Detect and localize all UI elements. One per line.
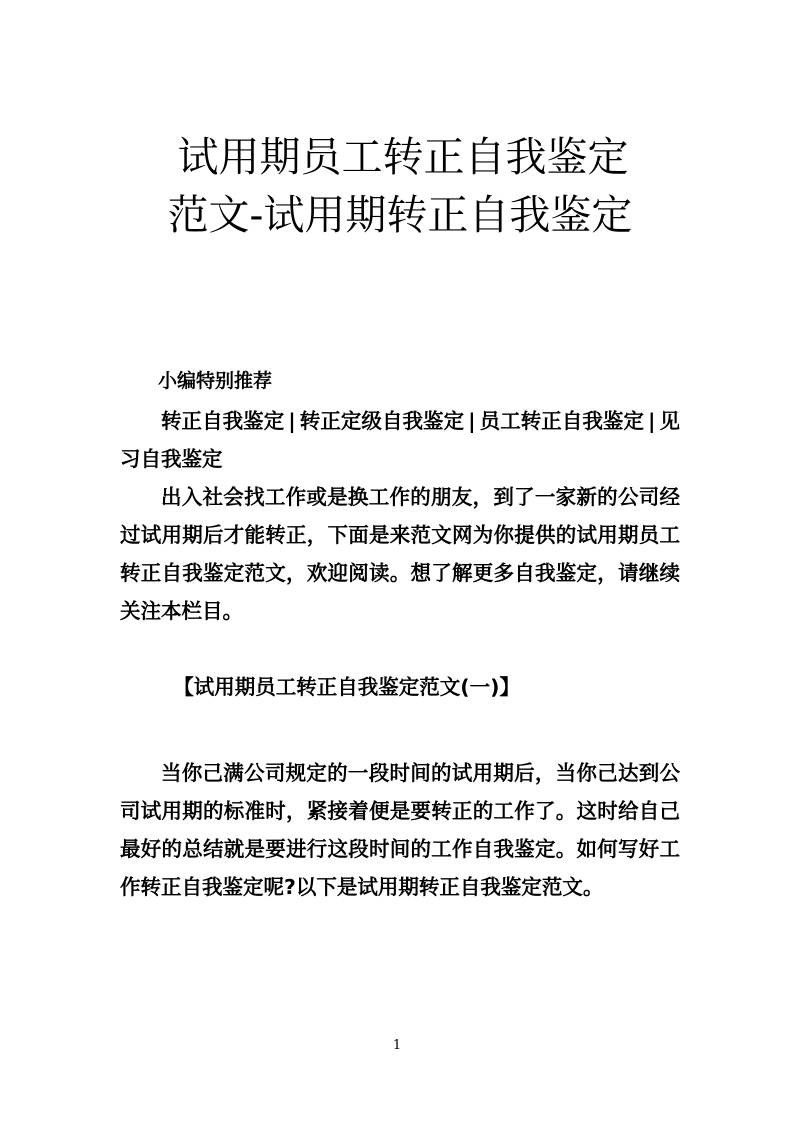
section-heading: 【试用期员工转正自我鉴定范文(一)】 bbox=[173, 675, 521, 699]
spacer bbox=[120, 630, 680, 668]
recommend-link-4[interactable]: 见习自我鉴定 bbox=[120, 409, 681, 471]
link-separator-3: | bbox=[648, 409, 656, 433]
page-title-line-2: 范文-试用期转正自我鉴定 bbox=[167, 191, 633, 239]
intro-paragraph: 出入社会找工作或是换工作的朋友，到了一家新的公司经过试用期后才能转正，下面是来范文网为你提供的试用期员工转正自我鉴定范文，欢迎阅读。想了解更多自我鉴定，请继续关注本栏目。 bbox=[120, 485, 680, 623]
recommend-link-list bbox=[120, 402, 680, 478]
recommend-link-2[interactable]: 转正定级自我鉴定 bbox=[299, 409, 465, 433]
link-separator-1: | bbox=[288, 409, 296, 433]
link-separator-2: | bbox=[468, 409, 476, 433]
page-title-line-1: 试用期员工转正自我鉴定 bbox=[177, 133, 629, 181]
page-title bbox=[110, 128, 690, 244]
document-body bbox=[120, 364, 680, 906]
recommend-link-1[interactable]: 转正自我鉴定 bbox=[161, 409, 285, 433]
section-paragraph: 当你己满公司规定的一段时间的试用期后，当你己达到公司试用期的标准时，紧接着便是要转正的工作了。这时给自己最好的总结就是要进行这段时间的工作自我鉴定。如何写好工作转正自我鉴定呢?以下是试用期转正自我鉴定范文。 bbox=[120, 761, 680, 899]
page-number: 1 bbox=[392, 1038, 402, 1053]
recommend-link-3[interactable]: 员工转正自我鉴定 bbox=[479, 409, 644, 433]
spacer bbox=[120, 706, 680, 754]
recommend-label: 小编特别推荐 bbox=[158, 370, 273, 392]
